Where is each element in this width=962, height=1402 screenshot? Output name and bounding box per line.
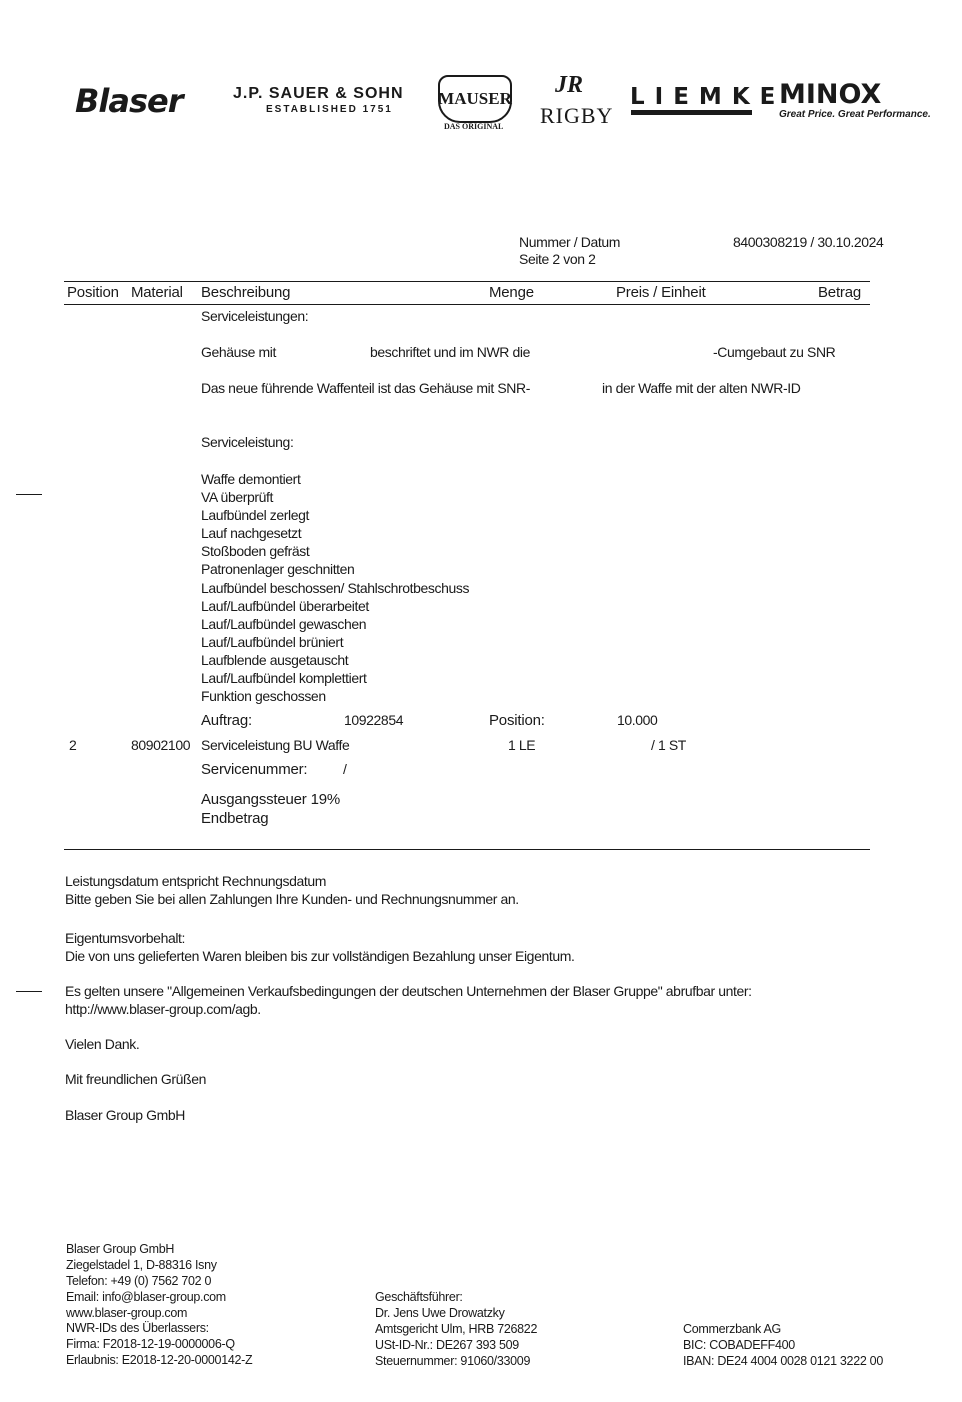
servicenummer-label: Servicenummer:	[201, 761, 308, 778]
note-agb-url[interactable]: http://www.blaser-group.com/agb.	[65, 1001, 261, 1017]
footer-line: Blaser Group GmbH	[66, 1242, 175, 1256]
service-items-list	[201, 470, 469, 705]
row-material: 80902100	[131, 737, 191, 753]
number-date-value: 8400308219 / 30.10.2024	[733, 234, 884, 250]
list-item: Waffe demontiert	[201, 471, 301, 487]
list-item: Laufbündel zerlegt	[201, 507, 309, 524]
list-item: Lauf nachgesetzt	[201, 525, 302, 542]
col-header-preis: Preis / Einheit	[616, 284, 706, 301]
list-item: Funktion geschossen	[201, 688, 326, 705]
list-item: VA überprüft	[201, 489, 273, 506]
col-header-menge: Menge	[489, 284, 534, 301]
row-position: 2	[69, 737, 77, 753]
footer-line: USt-ID-Nr.: DE267 393 509	[375, 1337, 519, 1352]
fold-mark-top	[16, 494, 42, 495]
gehaeuse-text-c: -Cumgebaut zu SNR	[713, 344, 836, 360]
position-value: 10.000	[617, 712, 658, 728]
footer-line: Commerzbank AG	[683, 1322, 781, 1336]
minox-logo-subtitle: Great Price. Great Performance.	[779, 109, 931, 120]
service-title-2: Serviceleistung:	[201, 434, 294, 450]
footer-company-col	[66, 1242, 252, 1369]
steuer-label: Ausgangssteuer 19%	[201, 791, 340, 808]
mauser-logo-subtitle: DAS ORIGINAL	[444, 122, 504, 131]
footer-bank-col	[683, 1322, 883, 1370]
note-eigentum-title: Eigentumsvorbehalt:	[65, 930, 186, 946]
footer-line: Amtsgericht Ulm, HRB 726822	[375, 1321, 538, 1336]
list-item: Stoßboden gefräst	[201, 543, 310, 560]
liemke-logo: LIEMKE	[630, 84, 786, 110]
note-leistungsdatum: Leistungsdatum entspricht Rechnungsdatum	[65, 873, 327, 889]
note-eigentum-text: Die von uns gelieferten Waren bleiben bis zur vollständigen Bezahlung unser Eigentum.	[65, 948, 575, 964]
liemke-logo-bar	[631, 110, 752, 115]
service-title: Serviceleistungen:	[201, 308, 309, 324]
note-gruss: Mit freundlichen Grüßen	[65, 1071, 206, 1087]
fold-mark-bottom	[16, 991, 42, 992]
footer-line: Dr. Jens Uwe Drowatzky	[375, 1305, 505, 1320]
table-header-rule	[64, 304, 870, 305]
list-item: Patronenlager geschnitten	[201, 561, 355, 578]
col-header-betrag: Betrag	[818, 284, 861, 301]
rigby-monogram: JR	[555, 72, 584, 98]
col-header-beschreibung: Beschreibung	[201, 284, 291, 301]
mauser-logo	[438, 75, 512, 123]
position-label: Position:	[489, 712, 545, 729]
endbetrag-label: Endbetrag	[201, 810, 269, 827]
minox-logo: MINOX	[779, 79, 882, 110]
footer-line: NWR-IDs des Überlassers:	[66, 1321, 209, 1336]
note-agb-text: Es gelten unsere "Allgemeinen Verkaufsbedingungen der deutschen Unternehmen der Blaser Gruppe" abrufbar unter:	[65, 983, 752, 999]
gehaeuse-text-a: Gehäuse mit	[201, 344, 276, 360]
auftrag-label: Auftrag:	[201, 712, 252, 729]
row-menge: 1 LE	[508, 737, 536, 753]
list-item: Lauf/Laufbündel gewaschen	[201, 615, 367, 632]
footer-line: Ziegelstadel 1, D-88316 Isny	[66, 1257, 217, 1272]
table-top-rule	[64, 281, 870, 282]
footer-line: Email: info@blaser-group.com	[66, 1289, 226, 1304]
mauser-logo-text: MAUSER	[438, 89, 512, 108]
footer-line: www.blaser-group.com	[66, 1305, 188, 1320]
list-item: Lauf/Laufbündel überarbeitet	[201, 597, 369, 614]
footer-line: Firma: F2018-12-19-0000006-Q	[66, 1337, 235, 1352]
list-item: Lauf/Laufbündel komplettiert	[201, 670, 367, 687]
neu-text-b: in der Waffe mit der alten NWR-ID	[602, 380, 801, 396]
note-firma: Blaser Group GmbH	[65, 1107, 186, 1123]
neu-text-a: Das neue führende Waffenteil ist das Gehäuse mit SNR-	[201, 380, 530, 396]
page-indicator: Seite 2 von 2	[519, 251, 596, 267]
sauer-logo: J.P. SAUER & SOHN	[233, 85, 404, 102]
row-preis: / 1 ST	[651, 737, 686, 753]
footer-line: Steuernummer: 91060/33009	[375, 1353, 531, 1368]
auftrag-value: 10922854	[344, 712, 404, 728]
gehaeuse-text-b: beschriftet und im NWR die	[370, 344, 530, 360]
rigby-logo: RIGBY	[540, 103, 614, 128]
footer-management-col	[375, 1290, 537, 1369]
blaser-logo: Blaser	[75, 82, 183, 120]
footer-line: Erlaubnis: E2018-12-20-0000142-Z	[66, 1353, 253, 1368]
row-beschreibung: Serviceleistung BU Waffe	[201, 737, 350, 753]
table-bottom-rule	[64, 849, 870, 850]
number-date-label: Nummer / Datum	[519, 234, 620, 250]
note-dank: Vielen Dank.	[65, 1036, 140, 1052]
footer-line: BIC: COBADEFF400	[683, 1337, 795, 1352]
list-item: Lauf/Laufbündel brüniert	[201, 633, 344, 650]
col-header-material: Material	[131, 284, 183, 301]
footer-line: Geschäftsführer:	[375, 1290, 463, 1304]
note-zahlungen: Bitte geben Sie bei allen Zahlungen Ihre Kunden- und Rechnungsnummer an.	[65, 891, 519, 907]
sauer-logo-subtitle: ESTABLISHED 1751	[266, 104, 393, 115]
col-header-position: Position	[67, 284, 119, 301]
footer-line: IBAN: DE24 4004 0028 0121 3222 00	[683, 1353, 883, 1368]
list-item: Laufbündel beschossen/ Stahlschrotbeschuss	[201, 579, 470, 596]
servicenummer-value: /	[343, 761, 347, 777]
footer-line: Telefon: +49 (0) 7562 702 0	[66, 1273, 212, 1288]
list-item: Laufblende ausgetauscht	[201, 651, 349, 668]
